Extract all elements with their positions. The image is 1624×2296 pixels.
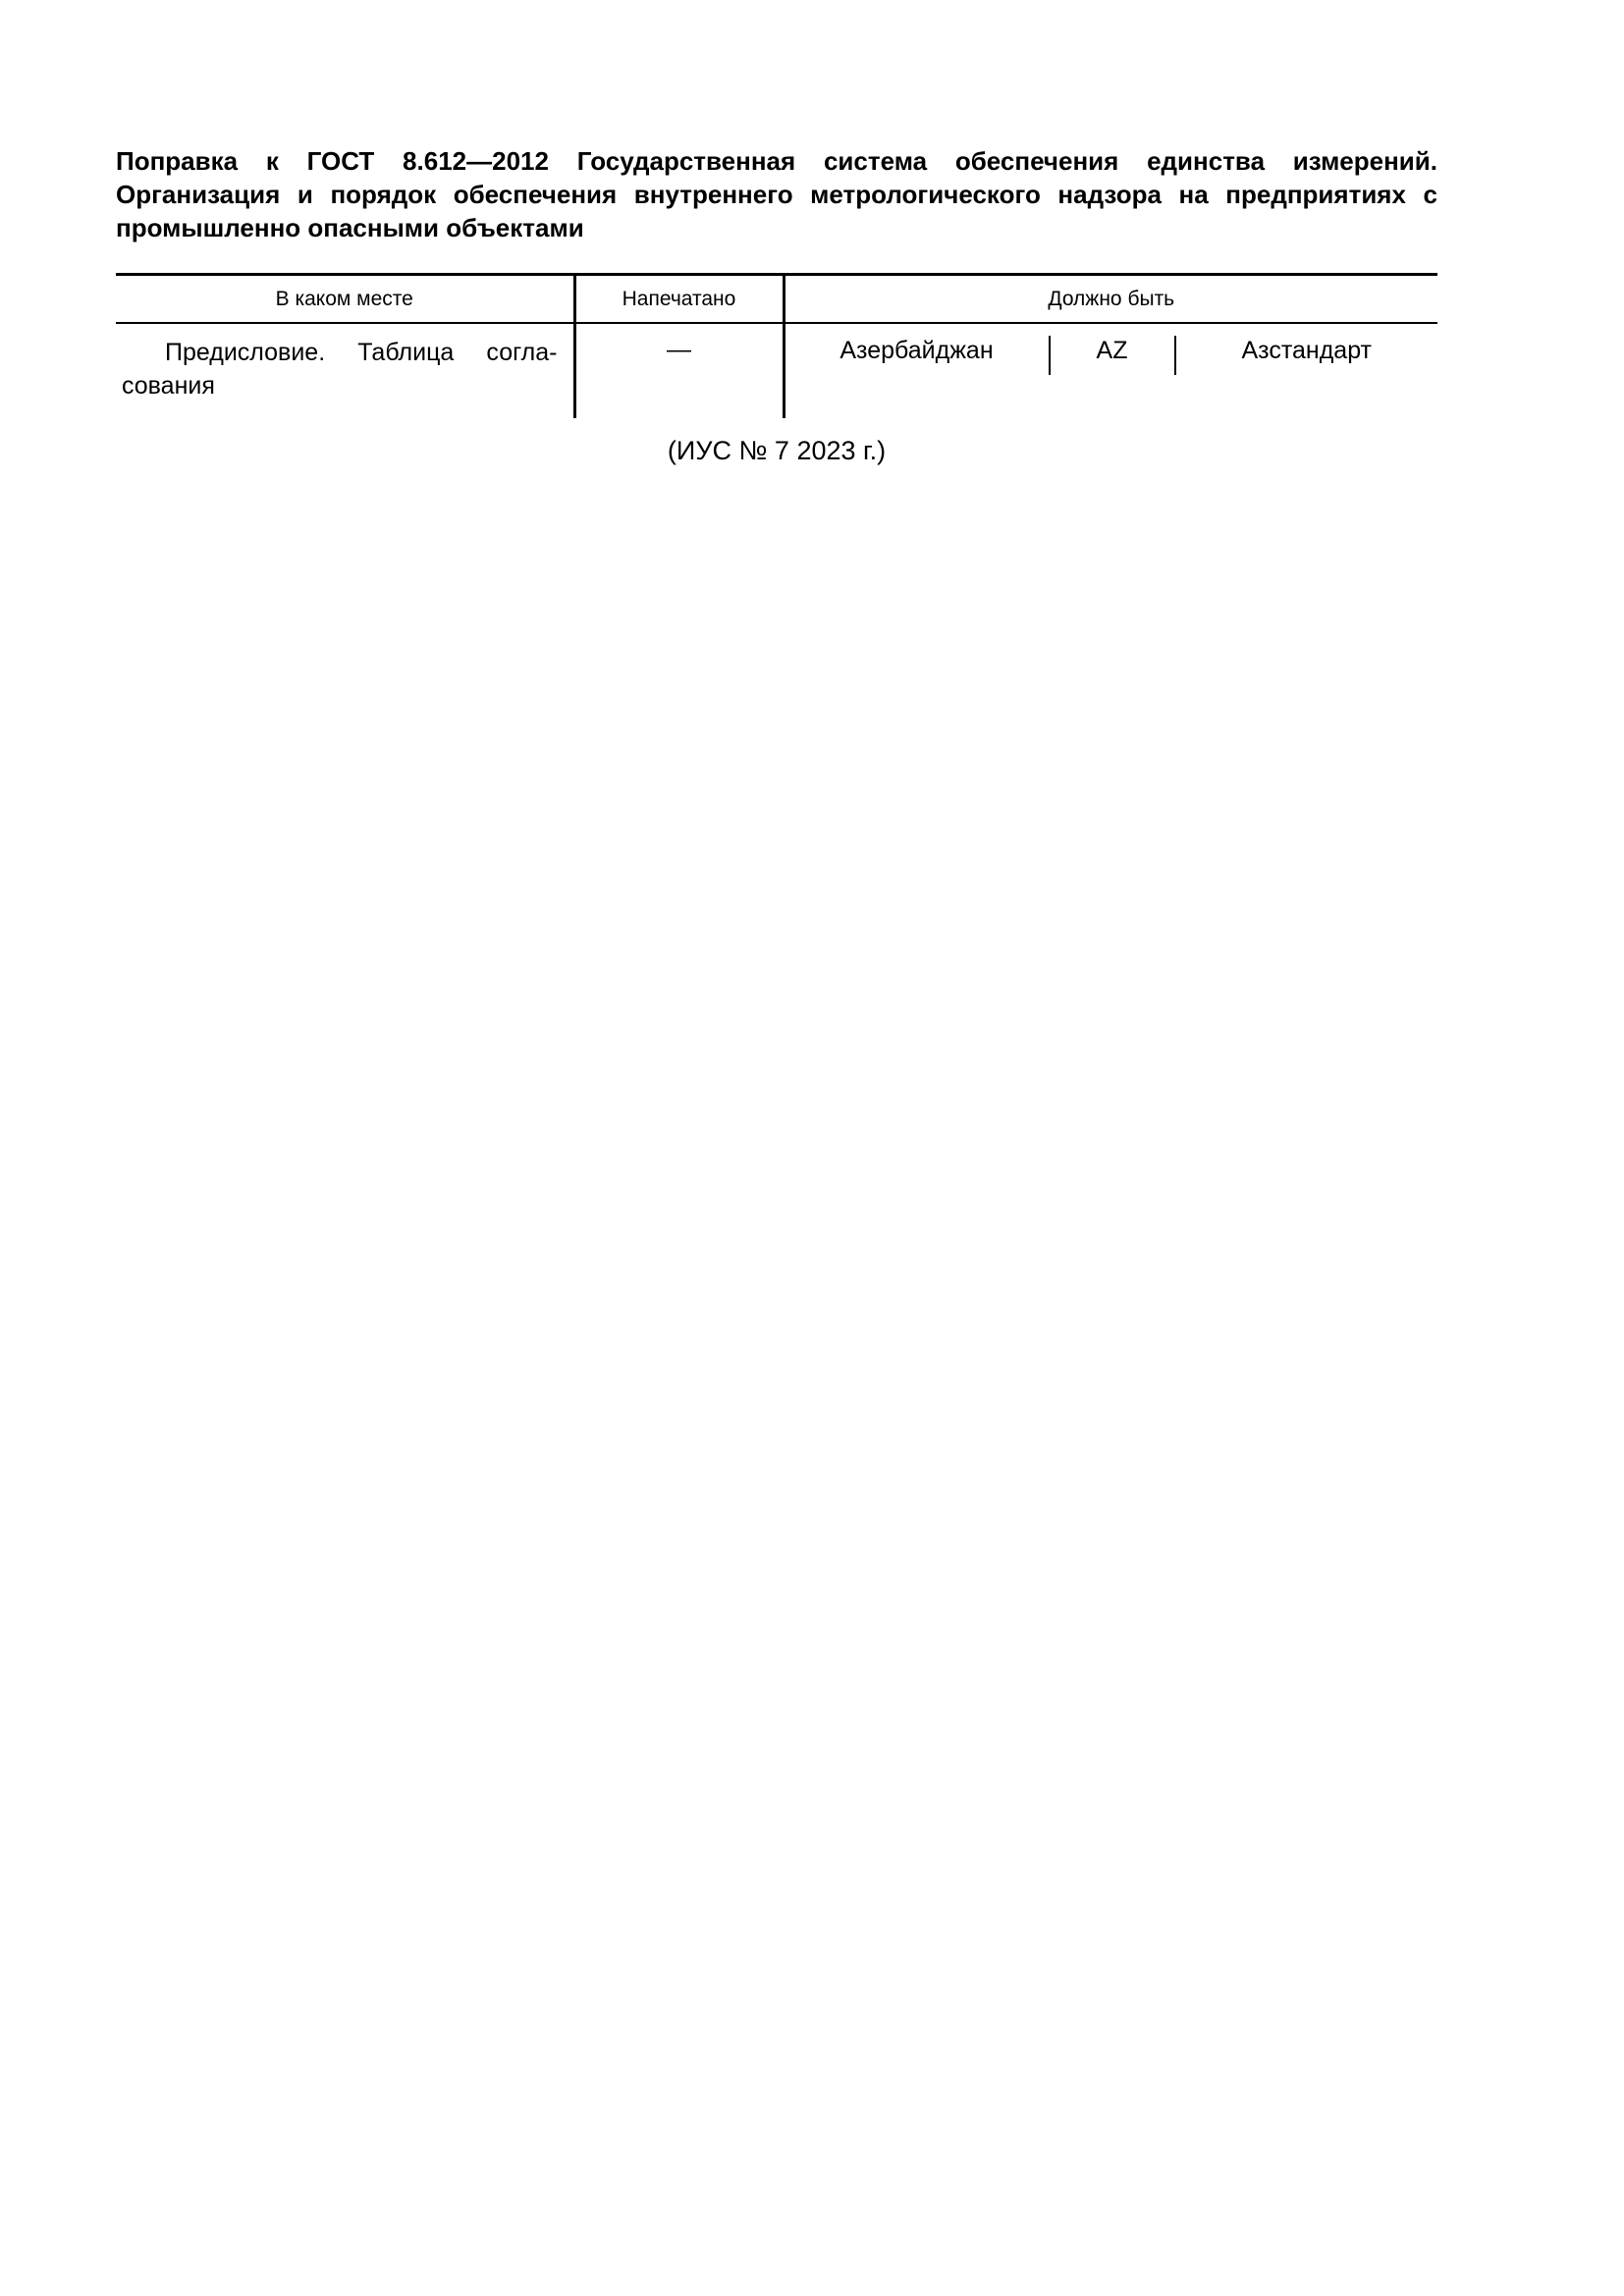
table-header-row xyxy=(116,275,1437,324)
correction-table xyxy=(116,273,1437,418)
title-line-2: Организация и порядок обеспечения внутреннего метрологического надзора на предприятиях с xyxy=(116,180,1437,209)
title-line-1: Поправка к ГОСТ 8.612—2012 Государственная система обеспечения единства измерений. xyxy=(116,146,1437,176)
header-where: В каком месте xyxy=(116,275,574,324)
should-be-country-code: AZ xyxy=(1096,337,1128,364)
source-note: (ИУС № 7 2023 г.) xyxy=(667,436,887,465)
cell-printed: — xyxy=(574,323,784,418)
should-be-organization: Азстандарт xyxy=(1241,337,1373,364)
document-title xyxy=(116,144,1437,244)
cell-should-be xyxy=(784,323,1437,418)
header-should-be: Должно быть xyxy=(784,275,1437,324)
cell-where xyxy=(116,323,574,418)
should-be-group xyxy=(785,324,1438,406)
table-row xyxy=(116,323,1437,418)
title-line-3: промышленно опасными объектами xyxy=(116,213,584,242)
header-printed: Напечатано xyxy=(574,275,784,324)
should-be-country: Азербайджан xyxy=(839,337,994,364)
cell-where-text: Предисловие. Таблица согла-сования xyxy=(122,339,558,400)
